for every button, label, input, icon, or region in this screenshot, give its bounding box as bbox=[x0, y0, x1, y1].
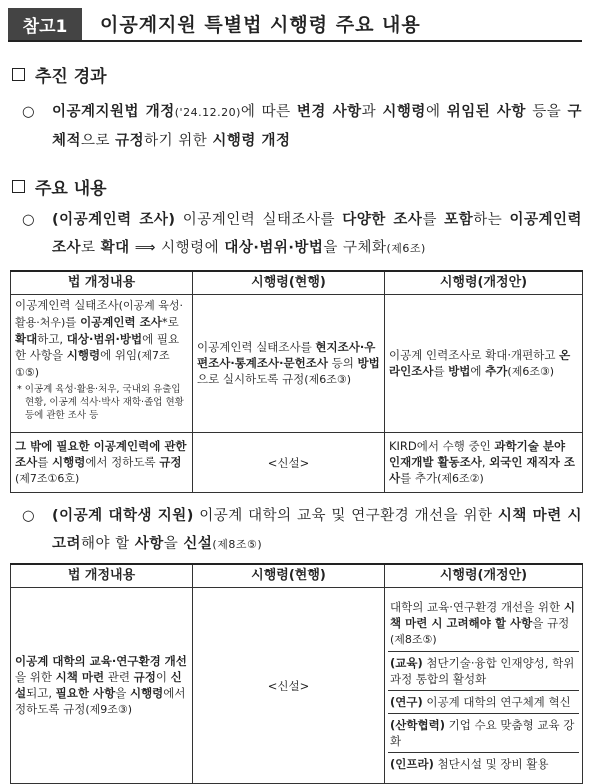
table-undergrad-support bbox=[10, 563, 583, 784]
checkbox-square-icon bbox=[12, 68, 25, 81]
cell-law-change: 이공계 대학의 교육·연구환경 개선을 위한 시책 마련 관련 규정이 신설되고, 필요한 사항을 시행령에서 정하도록 규정(제9조③) bbox=[11, 588, 193, 784]
table-row bbox=[11, 295, 583, 433]
revised-item-infrastructure: (인프라) 첨단시설 및 장비 활용 bbox=[390, 757, 549, 771]
circle-bullet-icon: ○ bbox=[22, 212, 36, 228]
bullet-undergrad-support: ○ (이공계 대학생 지원) 이공계 대학의 교육 및 연구환경 개선을 위한 시책 마련 시 고려해야 할 사항을 신설(제8조⑤) bbox=[22, 502, 582, 559]
appendix-tag: 참고1 bbox=[8, 8, 82, 40]
cell-revised: 이공계 인력조사로 확대·개편하고 온라인조사를 방법에 추가(제6조③) bbox=[385, 295, 583, 433]
col-header-law: 법 개정내용 bbox=[11, 271, 193, 295]
cell-current: <신설> bbox=[193, 588, 385, 784]
col-header-law: 법 개정내용 bbox=[11, 564, 193, 588]
footnote: * 이공계 육성·활용·처우, 국내외 유출입 현황, 이공계 석사·박사 재학·졸업 현황 등에 관한 조사 등 bbox=[17, 384, 184, 421]
table-row bbox=[11, 433, 583, 493]
cell-current: 이공계인력 실태조사를 현지조사·우편조사·통계조사·문헌조사 등의 방법으로 실시하도록 규정(제6조③) bbox=[193, 295, 385, 433]
circle-bullet-icon: ○ bbox=[22, 104, 36, 120]
revised-item-policy: 대학의 교육·연구환경 개선을 위한 시책 마련 시 고려해야 할 사항을 규정(제8조⑤) bbox=[388, 596, 579, 652]
section-heading-main: 주요 내용 bbox=[12, 174, 107, 199]
table-workforce-survey bbox=[10, 270, 583, 493]
section-heading-progress: 추진 경과 bbox=[12, 62, 107, 87]
revised-item-research: (연구) 이공계 대학의 연구체계 혁신 bbox=[388, 691, 579, 714]
cell-law-change: 그 밖에 필요한 이공계인력에 관한 조사를 시행령에서 정하도록 규정(제7조①6호) bbox=[11, 433, 193, 493]
cell-revised bbox=[385, 588, 583, 784]
cell-revised: KIRD에서 수행 중인 과학기술 분야 인재개발 활동조사, 외국인 재직자 조사를 추가(제6조②) bbox=[385, 433, 583, 493]
cell-current: <신설> bbox=[193, 433, 385, 493]
col-header-revised: 시행령(개정안) bbox=[385, 271, 583, 295]
col-header-current: 시행령(현행) bbox=[193, 271, 385, 295]
cell-law-change: 이공계인력 실태조사(이공계 육성·활용·처우)를 이공계인력 조사*로 확대하고, 대상·범위·방법에 필요한 사항을 시행령에 위임(제7조①⑤) * 이공계 육성·활용·처우, 국내외 유출입 현황, 이공계 석사·박사 재학·졸업 현황 등에 관한 조사 등 bbox=[11, 295, 193, 433]
checkbox-square-icon bbox=[12, 180, 25, 193]
col-header-revised: 시행령(개정안) bbox=[385, 564, 583, 588]
bullet-amendment: ○ 이공계지원법 개정('24.12.20)에 따른 변경 사항과 시행령에 위임된 사항 등을 구체적으로 규정하기 위한 시행령 개정 bbox=[22, 98, 582, 155]
table-row bbox=[11, 588, 583, 784]
revised-item-industry: (산학협력) 기업 수요 맞춤형 교육 강화 bbox=[388, 714, 579, 753]
revised-item-education: (교육) 첨단기술·융합 인재양성, 학위과정 통합의 활성화 bbox=[388, 652, 579, 691]
circle-bullet-icon: ○ bbox=[22, 508, 36, 524]
col-header-current: 시행령(현행) bbox=[193, 564, 385, 588]
bullet-workforce-survey: ○ (이공계인력 조사) 이공계인력 실태조사를 다양한 조사를 포함하는 이공계인력 조사로 확대 ⟹ 시행령에 대상·범위·방법을 구체화(제6조) bbox=[22, 206, 582, 263]
title-underline bbox=[8, 40, 582, 42]
page-title: 이공계지원 특별법 시행령 주요 내용 bbox=[100, 14, 421, 36]
